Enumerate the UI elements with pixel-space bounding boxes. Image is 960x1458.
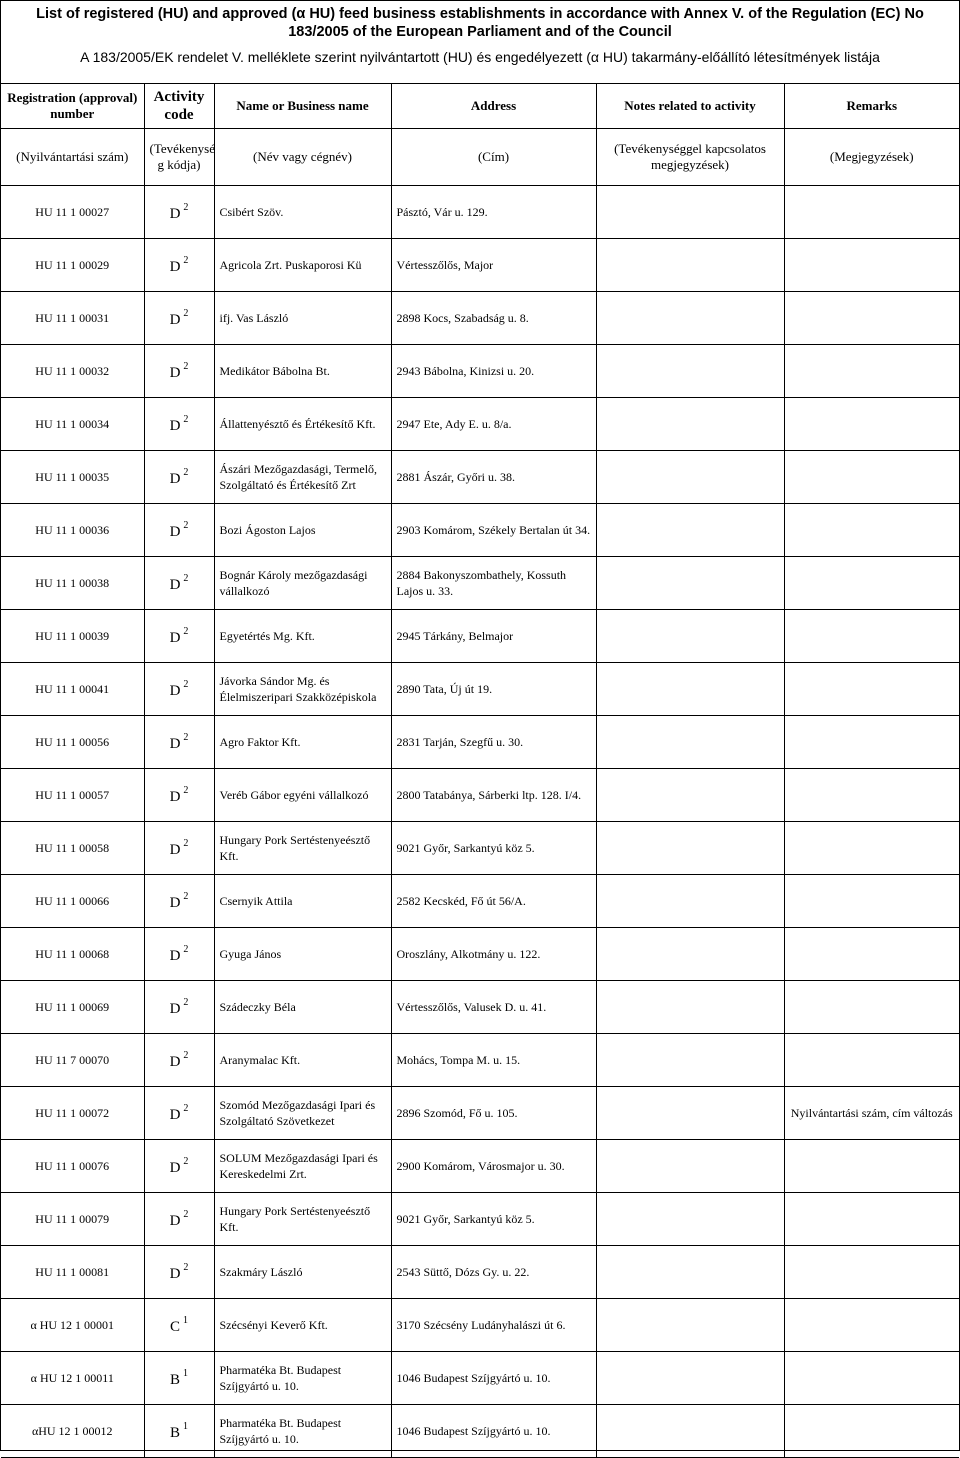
header-activity-code-hu-line2: g kódja) [157,157,201,172]
business-name: Pharmatéka Bt. Budapest Szíjgyártó u. 10. [214,1405,391,1458]
table-row [1,1140,959,1193]
activity-code-letter: D [169,1107,181,1123]
registration-number: HU 11 1 00039 [1,610,144,663]
table-row [1,610,959,663]
remarks [784,928,959,981]
header-name-hu: (Név vagy cégnév) [214,129,391,186]
table-row [1,1193,959,1246]
activity-code [144,557,214,610]
header-notes-hu: (Tevékenységgel kapcsolatos megjegyzések) [596,129,784,186]
activity-code-letter: D [169,789,181,805]
header-address: Address [391,84,596,129]
address: 2582 Kecskéd, Fő út 56/A. [391,875,596,928]
activity-code [144,1352,214,1405]
remarks [784,398,959,451]
address: 2903 Komárom, Székely Bertalan út 34. [391,504,596,557]
activity-code [144,1405,214,1458]
activity-code-letter: D [169,1001,181,1017]
table-row [1,1299,959,1352]
remarks [784,769,959,822]
activity-code-index: 2 [183,626,189,637]
remarks [784,1405,959,1458]
table-row [1,716,959,769]
activity-code-letter: D [169,418,181,434]
activity-code-index: 2 [183,361,189,372]
activity-code [144,1246,214,1299]
registration-number: HU 11 1 00079 [1,1193,144,1246]
activity-notes [596,239,784,292]
table-row [1,1405,959,1458]
activity-code-letter: D [169,471,181,487]
header-address-hu: (Cím) [391,129,596,186]
registration-number: HU 11 1 00058 [1,822,144,875]
table-row [1,1087,959,1140]
address: Pásztó, Vár u. 129. [391,186,596,239]
activity-code-index: 2 [183,1050,189,1061]
table-row [1,1352,959,1405]
activity-code-index: 2 [183,891,189,902]
remarks [784,504,959,557]
business-name: Agricola Zrt. Puskaporosi Kü [214,239,391,292]
address: 1046 Budapest Szíjgyártó u. 10. [391,1405,596,1458]
activity-notes [596,504,784,557]
activity-notes [596,1034,784,1087]
registration-number: HU 11 1 00027 [1,186,144,239]
table-row [1,292,959,345]
remarks [784,875,959,928]
activity-code [144,292,214,345]
activity-code-letter: D [169,948,181,964]
activity-notes [596,981,784,1034]
table-row [1,557,959,610]
remarks [784,557,959,610]
activity-code-index: 2 [183,202,189,213]
registration-number: αHU 12 1 00012 [1,1405,144,1458]
activity-notes [596,186,784,239]
business-name: Hungary Pork Sertéstenyeésztő Kft. [214,822,391,875]
header-row-hungarian [1,129,959,186]
activity-code [144,981,214,1034]
activity-code-index: 2 [183,732,189,743]
address: 2945 Tárkány, Belmajor [391,610,596,663]
business-name: Szakmáry László [214,1246,391,1299]
remarks [784,292,959,345]
business-name: Egyetértés Mg. Kft. [214,610,391,663]
remarks [784,981,959,1034]
activity-code-letter: D [169,842,181,858]
activity-code [144,1299,214,1352]
header-activity-code-hu-line1: (Tevékenysé [149,141,216,156]
activity-code-letter: D [169,1213,181,1229]
address: 2890 Tata, Új út 19. [391,663,596,716]
registration-number: HU 11 7 00070 [1,1034,144,1087]
activity-code [144,186,214,239]
registration-number: HU 11 1 00029 [1,239,144,292]
registration-number: HU 11 1 00069 [1,981,144,1034]
activity-code-letter: D [169,524,181,540]
address: 3170 Szécsény Ludányhalászi út 6. [391,1299,596,1352]
table-row [1,186,959,239]
header-name: Name or Business name [214,84,391,129]
activity-code-index: 2 [183,838,189,849]
address: Oroszlány, Alkotmány u. 122. [391,928,596,981]
business-name: ifj. Vas László [214,292,391,345]
registration-number: α HU 12 1 00011 [1,1352,144,1405]
activity-notes [596,1299,784,1352]
establishments-table [1,84,959,1458]
activity-code-letter: B [169,1372,180,1388]
registration-number: α HU 12 1 00001 [1,1299,144,1352]
business-name: Szécsényi Keverő Kft. [214,1299,391,1352]
header-remarks: Remarks [784,84,959,129]
table-row [1,822,959,875]
activity-code [144,928,214,981]
activity-code [144,769,214,822]
registration-number: HU 11 1 00057 [1,769,144,822]
activity-code-letter: C [169,1319,180,1335]
remarks [784,345,959,398]
registration-number: HU 11 1 00035 [1,451,144,504]
table-row [1,398,959,451]
activity-notes [596,1352,784,1405]
title-english: List of registered (HU) and approved (α HU) feed business establishments in accordance with Annex V. of the Regulation (EC) No 183/2005 of the European Parliament and of the Council [36,6,924,40]
business-name: Szádeczky Béla [214,981,391,1034]
activity-code [144,822,214,875]
business-name: Pharmatéka Bt. Budapest Szíjgyártó u. 10. [214,1352,391,1405]
activity-notes [596,716,784,769]
activity-code-index: 2 [183,1209,189,1220]
header-notes: Notes related to activity [596,84,784,129]
activity-notes [596,557,784,610]
address: 2881 Ászár, Győri u. 38. [391,451,596,504]
title-hungarian: A 183/2005/EK rendelet V. melléklete szerint nyilvántartott (HU) és engedélyezett (α HU) takarmány-előállító létesítmények listája [80,49,880,65]
address: Mohács, Tompa M. u. 15. [391,1034,596,1087]
table-body [1,186,959,1458]
address: Vértesszőlős, Major [391,239,596,292]
activity-code-index: 2 [183,997,189,1008]
activity-notes [596,1246,784,1299]
activity-code-letter: D [169,683,181,699]
activity-code-letter: D [169,1266,181,1282]
activity-code-index: 2 [183,414,189,425]
activity-code-index: 1 [183,1368,188,1379]
address: 2947 Ete, Ady E. u. 8/a. [391,398,596,451]
remarks: Nyilvántartási szám, cím változás [784,1087,959,1140]
header-remarks-hu: (Megjegyzések) [784,129,959,186]
activity-code [144,1034,214,1087]
registration-number: HU 11 1 00038 [1,557,144,610]
activity-notes [596,398,784,451]
activity-code-index: 1 [183,1421,188,1432]
remarks [784,1246,959,1299]
remarks [784,1193,959,1246]
activity-code-index: 2 [183,255,189,266]
business-name: Állattenyésztő és Értékesítő Kft. [214,398,391,451]
address: 2884 Bakonyszombathely, Kossuth Lajos u. 33. [391,557,596,610]
activity-code [144,239,214,292]
table-row [1,1034,959,1087]
table-row [1,981,959,1034]
activity-notes [596,292,784,345]
address: 2896 Szomód, Fő u. 105. [391,1087,596,1140]
activity-notes [596,451,784,504]
business-name: Gyuga János [214,928,391,981]
remarks [784,716,959,769]
activity-notes [596,822,784,875]
remarks [784,1299,959,1352]
activity-notes [596,1405,784,1458]
registration-number: HU 11 1 00032 [1,345,144,398]
activity-code-index: 2 [183,520,189,531]
business-name: Agro Faktor Kft. [214,716,391,769]
remarks [784,451,959,504]
activity-code-letter: D [169,206,181,222]
registration-number: HU 11 1 00041 [1,663,144,716]
activity-notes [596,928,784,981]
remarks [784,663,959,716]
table-row [1,239,959,292]
business-name: Medikátor Bábolna Bt. [214,345,391,398]
table-row [1,451,959,504]
activity-code-letter: D [169,259,181,275]
address: 2900 Komárom, Városmajor u. 30. [391,1140,596,1193]
business-name: Bognár Károly mezőgazdasági vállalkozó [214,557,391,610]
activity-code [144,663,214,716]
remarks [784,239,959,292]
activity-code [144,1087,214,1140]
activity-notes [596,769,784,822]
activity-code-letter: D [169,577,181,593]
registration-number: HU 11 1 00066 [1,875,144,928]
remarks [784,1352,959,1405]
activity-notes [596,1140,784,1193]
activity-code [144,345,214,398]
address: 2831 Tarján, Szegfű u. 30. [391,716,596,769]
remarks [784,610,959,663]
activity-code [144,1140,214,1193]
business-name: Csibért Szöv. [214,186,391,239]
title-block [1,1,959,84]
activity-code-letter: D [169,1054,181,1070]
activity-code-index: 1 [183,1315,188,1326]
registration-number: HU 11 1 00068 [1,928,144,981]
header-activity-code-hu [144,129,214,186]
activity-code-index: 2 [183,679,189,690]
header-activity-code: Activity code [144,84,214,129]
address: 2943 Bábolna, Kinizsi u. 20. [391,345,596,398]
address: 1046 Budapest Szíjgyártó u. 10. [391,1352,596,1405]
activity-code-index: 2 [183,467,189,478]
activity-code-letter: D [169,312,181,328]
activity-notes [596,1087,784,1140]
business-name: Bozi Ágoston Lajos [214,504,391,557]
address: 9021 Győr, Sarkantyú köz 5. [391,1193,596,1246]
registration-number: HU 11 1 00081 [1,1246,144,1299]
business-name: SOLUM Mezőgazdasági Ipari és Kereskedelmi Zrt. [214,1140,391,1193]
business-name: Csernyik Attila [214,875,391,928]
table-row [1,504,959,557]
table-row [1,1246,959,1299]
activity-code-letter: D [169,1160,181,1176]
table-row [1,875,959,928]
header-row-english [1,84,959,129]
activity-code [144,716,214,769]
table-row [1,928,959,981]
activity-code [144,610,214,663]
activity-notes [596,1193,784,1246]
activity-code-letter: D [169,365,181,381]
header-registration-number-hu: (Nyilvántartási szám) [1,129,144,186]
header-registration-number: Registration (approval) number [1,84,144,129]
registration-number: HU 11 1 00072 [1,1087,144,1140]
activity-notes [596,610,784,663]
activity-code-letter: D [169,736,181,752]
activity-code-index: 2 [183,1103,189,1114]
activity-code [144,504,214,557]
activity-code [144,451,214,504]
registration-number: HU 11 1 00076 [1,1140,144,1193]
remarks [784,1034,959,1087]
business-name: Ászári Mezőgazdasági, Termelő, Szolgáltató és Értékesítő Zrt [214,451,391,504]
activity-code [144,1193,214,1246]
business-name: Aranymalac Kft. [214,1034,391,1087]
activity-notes [596,875,784,928]
activity-notes [596,345,784,398]
address: Vértesszőlős, Valusek D. u. 41. [391,981,596,1034]
business-name: Veréb Gábor egyéni vállalkozó [214,769,391,822]
activity-code-index: 2 [183,1156,189,1167]
activity-code-index: 2 [183,785,189,796]
activity-code [144,398,214,451]
activity-code-index: 2 [183,944,189,955]
remarks [784,822,959,875]
activity-notes [596,663,784,716]
business-name: Szomód Mezőgazdasági Ipari és Szolgáltató Szövetkezet [214,1087,391,1140]
activity-code-index: 2 [183,308,189,319]
activity-code-letter: D [169,630,181,646]
business-name: Hungary Pork Sertéstenyeésztő Kft. [214,1193,391,1246]
table-row [1,345,959,398]
address: 2543 Süttő, Dózs Gy. u. 22. [391,1246,596,1299]
activity-code-index: 2 [183,1262,189,1273]
table-row [1,663,959,716]
activity-code-letter: D [169,895,181,911]
remarks [784,186,959,239]
remarks [784,1140,959,1193]
registration-number: HU 11 1 00031 [1,292,144,345]
registration-number: HU 11 1 00036 [1,504,144,557]
activity-code-letter: B [169,1425,180,1441]
activity-code-index: 2 [183,573,189,584]
activity-code [144,875,214,928]
registration-number: HU 11 1 00056 [1,716,144,769]
business-name: Jávorka Sándor Mg. és Élelmiszeripari Szakközépiskola [214,663,391,716]
address: 2898 Kocs, Szabadság u. 8. [391,292,596,345]
address: 9021 Győr, Sarkantyú köz 5. [391,822,596,875]
address: 2800 Tatabánya, Sárberki ltp. 128. I/4. [391,769,596,822]
table-row [1,769,959,822]
registration-number: HU 11 1 00034 [1,398,144,451]
